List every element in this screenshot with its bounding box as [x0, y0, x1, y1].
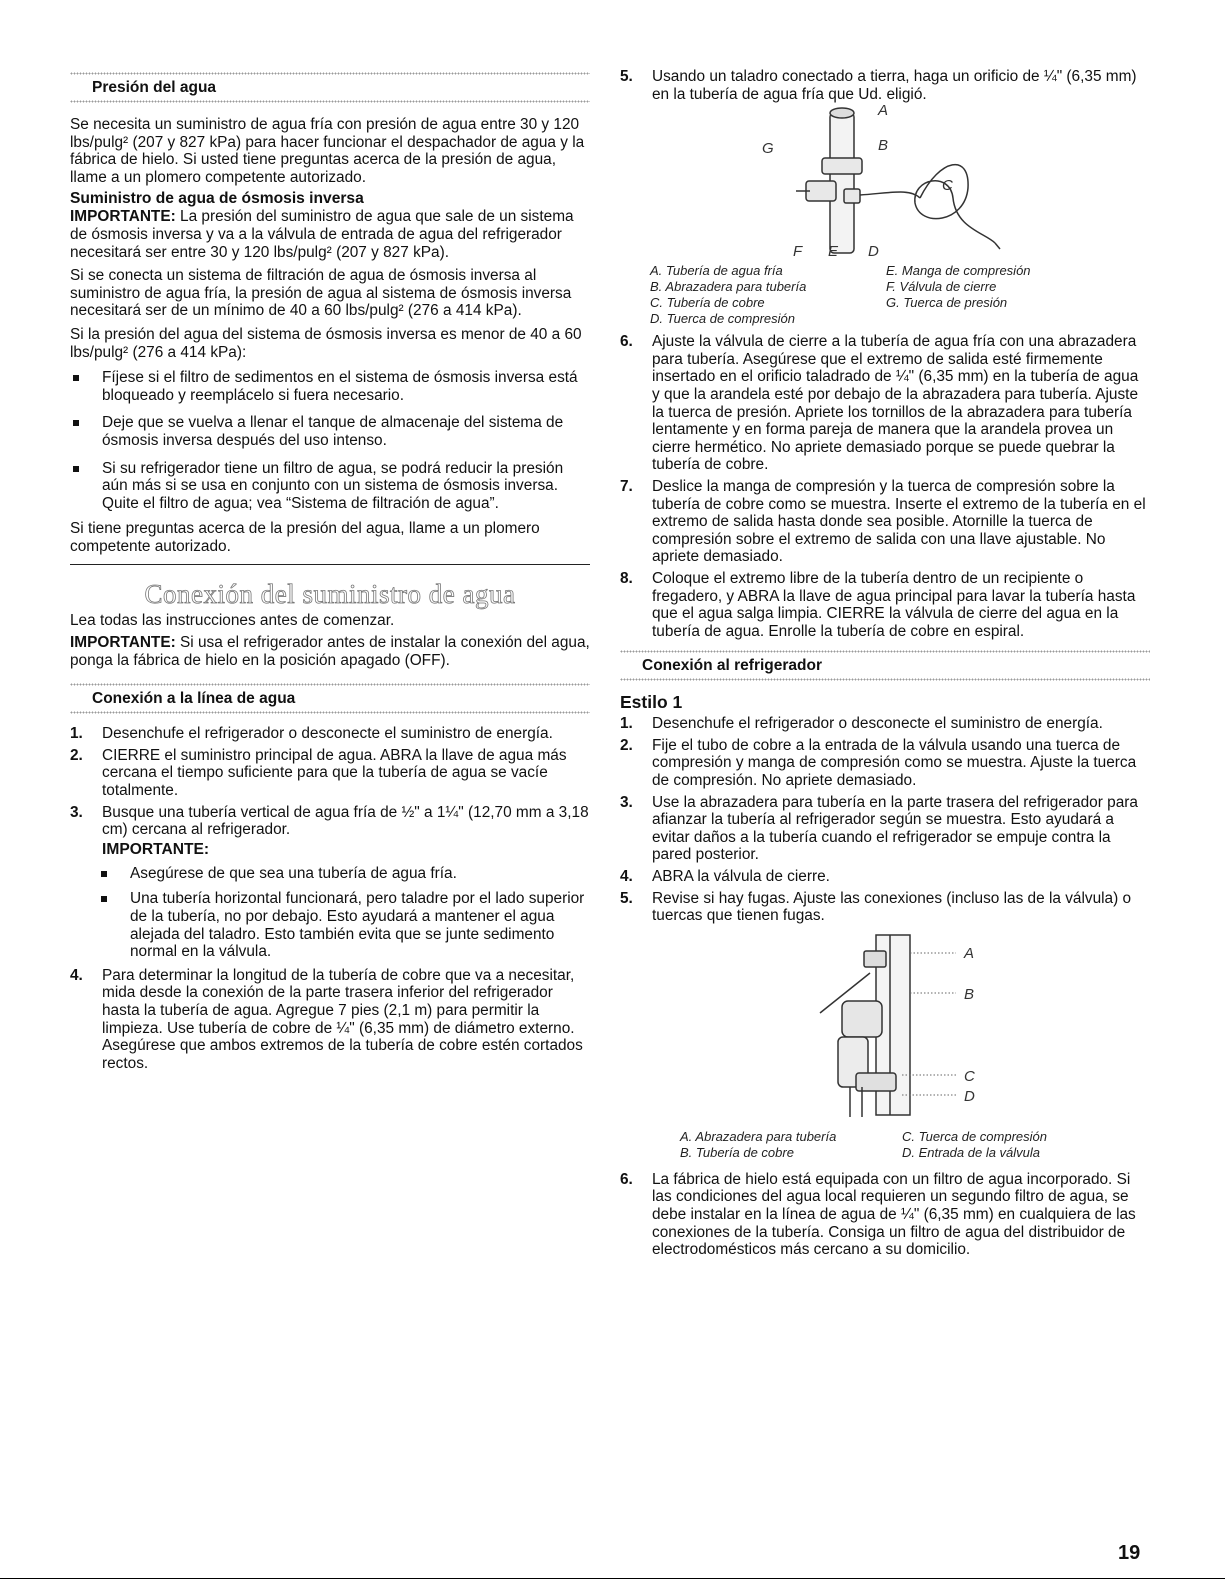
important-text: Si usa el refrigerador antes de instalar la conexión del agua, ponga la fábrica de hielo en la posición apagado (OFF). [70, 634, 590, 669]
step-item: 3. Busque una tubería vertical de agua fría de ½" a 1¼" (12,70 mm a 3,18 cm) cercana al refrigerador. [70, 803, 589, 839]
page-number: 19 [1118, 1542, 1141, 1564]
figure-letter-c: C [942, 177, 953, 195]
paragraph [70, 208, 590, 261]
section-rule [70, 564, 590, 565]
legend-item: F. Válvula de cierre [886, 279, 997, 295]
step-text: Deslice la manga de compresión y la tuerca de compresión sobre la tubería de cobre como se muestra. Inserte el extremo de la tubería en el extremo de salida hasta donde sea posible. Atornille la tuerca de compresión sobre el extremo de salida con una llave ajustable. No apriete demasiado. [652, 477, 1146, 566]
paragraph [70, 634, 590, 669]
section-divider [620, 678, 1150, 682]
legend-item: A. Abrazadera para tubería [680, 1128, 837, 1144]
legend-item: D. Tuerca de compresión [650, 311, 795, 327]
step-item: 8. Coloque el extremo libre de la tubería dentro de un recipiente o fregadero, y ABRA la llave de agua principal para lavar la tubería hasta que el agua salga limpia. CIERRE la válvula de cierre del agua en la tubería de agua. Enrolle la tubería de cobre en espiral. [620, 569, 1136, 640]
step-text: Coloque el extremo libre de la tubería dentro de un recipiente o fregadero, y ABRA la llave de agua principal para lavar la tubería hasta que el agua salga limpia. CIERRE la válvula de cierre del agua en la tubería de agua. Enrolle la tubería de cobre en espiral. [652, 569, 1136, 640]
step-item: 1. Desenchufe el refrigerador o desconecte el suministro de energía. [620, 715, 1103, 733]
step-text: Desenchufe el refrigerador o desconecte el suministro de energía. [652, 715, 1103, 733]
legend-item: E. Manga de compresión [886, 263, 1031, 279]
step-item: 7. Deslice la manga de compresión y la tuerca de compresión sobre la tubería de cobre como se muestra. Inserte el extremo de la tubería en el extremo de salida hasta donde sea posible. Atornille la tuerca de compresión sobre el extremo de salida con una llave ajustable. No apriete demasiado. [620, 477, 1146, 566]
bullet-item: Asegúrese de que sea una tubería de agua fría. [98, 865, 590, 883]
legend-item: C. Tuerca de compresión [902, 1128, 1047, 1144]
step-item: 6. Ajuste la válvula de cierre a la tubería de agua fría con una abrazadera para tubería. Asegúrese que el extremo de salida esté firmemente insertado en el orificio taladrado de ¼" (6,35 mm) en la tubería de agua y que la arandela esté por debajo de la abrazadera para tubería. Ajuste la tuerca de presión. Apriete los tornillos de la abrazadera para tubería lentamente y en forma pareja de manera que la arandela provea un cierre hermético. No apriete demasiado porque se puede quebrar la tubería de cobre. [620, 333, 1139, 474]
step-text: Usando un taladro conectado a tierra, haga un orificio de ¼" (6,35 mm) en la tubería de agua fría que Ud. eligió. [652, 68, 1137, 103]
figure-letter-d: D [964, 1087, 975, 1105]
step-item: 5. Revise si hay fugas. Ajuste las conexiones (incluso las de la válvula) o tuercas que tienen fugas. [620, 889, 1132, 925]
legend-item: D. Entrada de la válvula [902, 1144, 1041, 1160]
paragraph: Si tiene preguntas acerca de la presión del agua, llame a un plomero competente autorizado. [70, 520, 540, 555]
step-item: 6. La fábrica de hielo está equipada con un filtro de agua incorporado. Si las condiciones del agua local requieren un segundo filtro de agua, se debe instalar en la línea de agua de ¼" (6,35 mm) en cualquiera de las conexiones de la tubería. Consiga un filtro de agua del distribuidor de electrodomésticos más cercano a su domicilio. [620, 1170, 1136, 1259]
figure-legend [650, 263, 1053, 327]
section-heading-refrigerador: Conexión al refrigerador [642, 657, 823, 675]
figure-letter-e: E [828, 243, 839, 261]
step-item: 1. Desenchufe el refrigerador o desconecte el suministro de energía. [70, 725, 553, 743]
legend-item: C. Tubería de cobre [650, 295, 765, 311]
step-item: 4. ABRA la válvula de cierre. [620, 868, 830, 886]
step-text: ABRA la válvula de cierre. [652, 868, 830, 886]
step-text: Desenchufe el refrigerador o desconecte el suministro de energía. [102, 725, 553, 743]
step-item: 4. Para determinar la longitud de la tubería de cobre que va a necesitar, mida desde la conexión de la parte trasera inferior del refrigerador hasta la tubería de agua. Agregue 7 pies (2,1 m) para permitir la limpieza. Use tubería de cobre de ¼" (6,35 mm) de diámetro externo. Asegúrese que ambos extremos de la tubería de cobre estén cortados rectos. [70, 966, 583, 1072]
legend-item: B. Abrazadera para tubería [650, 279, 807, 295]
paragraph: Lea todas las instrucciones antes de comenzar. [70, 612, 395, 630]
section-title-conexion: Conexión del suministro de agua [144, 579, 516, 610]
figure-letter-a: A [964, 944, 975, 962]
legend-item: G. Tuerca de presión [886, 295, 1008, 311]
figure-letter-c: C [964, 1067, 975, 1085]
paragraph: Se necesita un suministro de agua fría con presión de agua entre 30 y 120 lbs/pulg² (207 y 827 kPa) para hacer funcionar el despachador de agua y la fábrica de hielo. Si usted tiene preguntas acerca de la presión de agua, llame a un plomero competente autorizado. [70, 116, 585, 186]
figure-letter-b: B [878, 137, 889, 155]
section-heading-linea: Conexión a la línea de agua [92, 690, 296, 708]
section-divider [70, 711, 590, 715]
section-divider [70, 100, 590, 104]
figure-letter-g: G [762, 140, 774, 158]
bullet-item: Deje que se vuelva a llenar el tanque de almacenaje del sistema de ósmosis inversa después del uso intenso. [70, 414, 590, 449]
legend-item [886, 311, 1053, 327]
important-label: IMPORTANTE: [70, 634, 176, 652]
bullet-item: Si su refrigerador tiene un filtro de agua, se podrá reducir la presión aún más si se usa en conjunto con un sistema de ósmosis inversa. Quite el filtro de agua; vea “Sistema de filtración de agua”. [70, 460, 590, 513]
step-text: La fábrica de hielo está equipada con un filtro de agua incorporado. Si las condiciones del agua local requieren un segundo filtro de agua, se debe instalar en la línea de agua de ¼" (6,35 mm) en cualquiera de las conexiones de la tubería. Consiga un filtro de agua del distribuidor de electrodomésticos más cercano a su domicilio. [652, 1170, 1136, 1259]
paragraph: Si se conecta un sistema de filtración de agua de ósmosis inversa al suministro de agua fría, la presión de agua al sistema de ósmosis inversa necesitará ser de un mínimo de 40 a 60 lbs/pulg² (276 a 414 kPa). [70, 267, 572, 320]
page-bottom-rule [0, 1578, 1225, 1579]
right-column [620, 0, 1150, 1259]
step-text: Fije el tubo de cobre a la entrada de la válvula usando una tuerca de compresión y manga de compresión como se muestra. Ajuste la tuerca de compresión. No apriete demasiado. [652, 736, 1137, 790]
step-text: Revise si hay fugas. Ajuste las conexiones (incluso las de la válvula) o tuercas que tienen fugas. [652, 889, 1132, 925]
step-text: Ajuste la válvula de cierre a la tubería de agua fría con una abrazadera para tubería. Asegúrese que el extremo de salida esté firmemente insertado en el orificio taladrado de ¼" (6,35 mm) en la tubería de agua y que la arandela esté por debajo de la abrazadera para tubería. Ajuste la tuerca de presión. Apriete los tornillos de la abrazadera para tubería lentamente y en forma pareja de manera que la arandela provea un cierre hermético. No apriete demasiado porque se puede quebrar la tubería de cobre. [652, 333, 1139, 474]
step-text: CIERRE el suministro principal de agua. ABRA la llave de agua más cercana el tiempo suficiente para que la tubería de agua se vacíe totalmente. [102, 746, 567, 800]
figure-letter-a: A [878, 103, 889, 120]
step-text: Use la abrazadera para tubería en la parte trasera del refrigerador para afianzar la tubería al refrigerador según se muestra. Esto ayudará a evitar daños a la tubería cuando el refrigerador se empuje contra la pared posterior. [652, 793, 1138, 864]
section-heading-presion: Presión del agua [92, 79, 217, 96]
legend-item: A. Tubería de agua fría [650, 263, 783, 279]
figure-letter-d: D [868, 243, 879, 261]
step-text: Para determinar la longitud de la tubería de cobre que va a necesitar, mida desde la conexión de la parte trasera inferior del refrigerador hasta la tubería de agua. Agregue 7 pies (2,1 m) para permitir la limpieza. Use tubería de cobre de ¼" (6,35 mm) de diámetro externo. Asegúrese que ambos extremos de la tubería de cobre estén cortados rectos. [102, 966, 583, 1072]
left-column [70, 0, 590, 1072]
bullet-item: Fíjese si el filtro de sedimentos en el sistema de ósmosis inversa está bloqueado y reemplácelo si fuera necesario. [70, 369, 590, 404]
important-text: La presión del suministro de agua que sale de un sistema de ósmosis inversa y va a la válvula de entrada de agua del refrigerador necesitará ser entre 30 y 120 lbs/pulg² (207 y 827 kPa). [70, 208, 574, 261]
paragraph: Si la presión del agua del sistema de ósmosis inversa es menor de 40 a 60 lbs/pulg² (276 a 414 kPa): [70, 325, 582, 361]
figure-legend [680, 1129, 1069, 1161]
important-label: IMPORTANTE: [70, 208, 176, 226]
figure-letter-b: B [964, 985, 975, 1003]
legend-item: B. Tubería de cobre [680, 1144, 794, 1160]
figure-letter-f: F [793, 243, 803, 261]
step-item: 5. Usando un taladro conectado a tierra, haga un orificio de ¼" (6,35 mm) en la tubería de agua fría que Ud. eligió. [620, 68, 1137, 103]
step-item: 2. Fije el tubo de cobre a la entrada de la válvula usando una tuerca de compresión y manga de compresión como se muestra. Ajuste la tuerca de compresión. No apriete demasiado. [620, 736, 1137, 790]
important-label: IMPORTANTE: [102, 840, 210, 858]
bullet-item: Una tubería horizontal funcionará, pero taladre por el lado superior de la tubería, no por debajo. Esto ayudará a mantener el agua alejada del taladro. Esto también evita que se junte sedimento normal en la válvula. [98, 890, 590, 960]
step-item: 2. CIERRE el suministro principal de agua. ABRA la llave de agua más cercana el tiempo suficiente para que la tubería de agua se vacíe totalmente. [70, 746, 567, 800]
subheading-estilo: Estilo 1 [620, 692, 683, 713]
step-item: 3. Use la abrazadera para tubería en la parte trasera del refrigerador para afianzar la tubería al refrigerador según se muestra. Esto ayudará a evitar daños a la tubería cuando el refrigerador se empuje contra la pared posterior. [620, 793, 1138, 864]
subheading-osmosis: Suministro de agua de ósmosis inversa [70, 190, 364, 208]
step-text: Busque una tubería vertical de agua fría de ½" a 1¼" (12,70 mm a 3,18 cm) cercana al refrigerador. [102, 803, 589, 839]
valve-inlet-illustration [620, 925, 1150, 1125]
shutoff-valve-illustration [620, 103, 1150, 263]
